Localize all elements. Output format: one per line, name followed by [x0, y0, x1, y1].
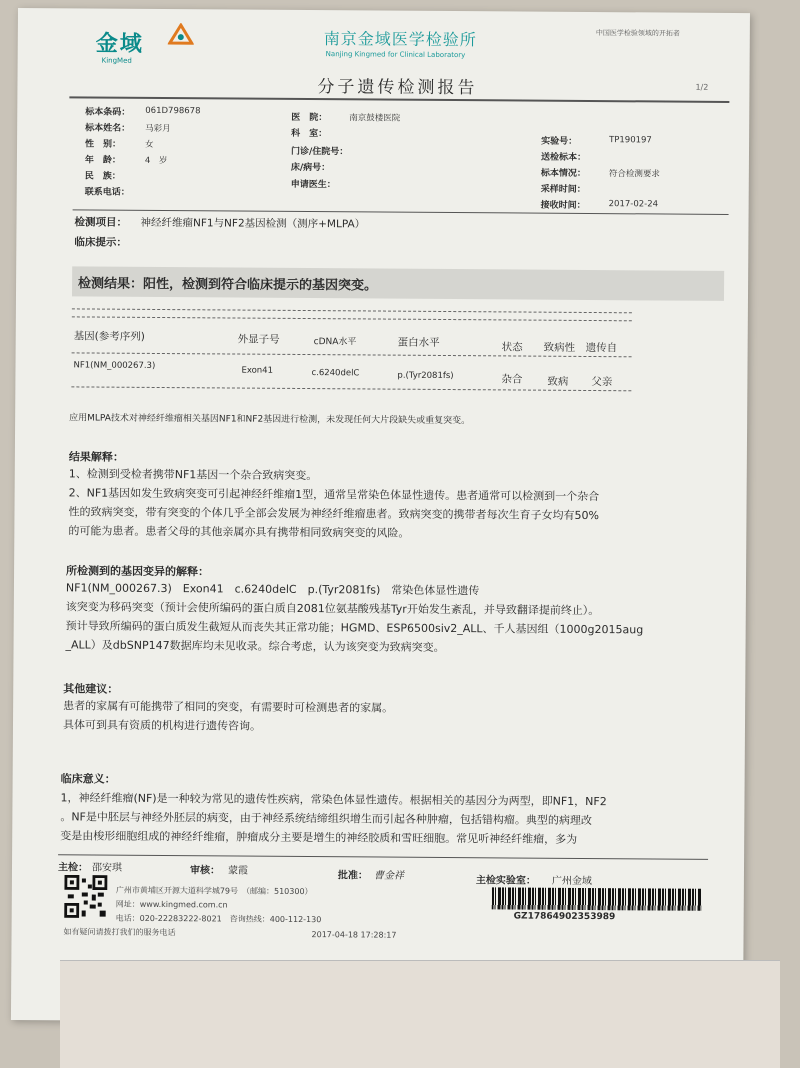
approver-signature: 曹金祥: [373, 870, 404, 882]
report-barcode: [492, 887, 702, 910]
lab-name: 南京金域医学检验所: [323, 29, 477, 50]
text-line: _ALL）及dbSNP147数据库均未见收录。综合考虑，认为该突变为致病突变。: [65, 638, 445, 654]
text-line: 性的致病突变，带有突变的个体几乎全部会发展为神经纤维瘤患者。致病突变的携带者每次生育子女均有50%: [68, 505, 599, 523]
text-line: NF1(NM_000267.3) Exon41 c.6240delC p.(Tyr2081fs) 常染色体显性遗传: [65, 581, 480, 598]
exon-cell: Exon41: [241, 365, 274, 376]
report-title: 分子遗传检测报告: [317, 77, 478, 99]
qr-code-icon: [64, 874, 108, 918]
logo-subtitle: KingMed: [101, 56, 132, 65]
reviewer-name: 蒙霞: [227, 865, 249, 877]
table-top-rule-2: [72, 316, 632, 321]
specimen-barcode: 061D798678: [145, 105, 201, 117]
field-label: 科 室：: [291, 128, 328, 140]
field-label: 标本情况：: [540, 168, 586, 179]
clinical-significance-title: 临床意义：: [60, 772, 116, 786]
text-line: 具体可到具有资质的机构进行遗传咨询。: [62, 718, 262, 733]
lab-website: 网址：www.kingmed.com.cn: [115, 899, 228, 910]
interpretation-title: 结果解释：: [68, 450, 124, 464]
field-label: 年 龄：: [84, 155, 121, 166]
lab-phone: 电话：020-22283222-8021 咨询热线：400-112-130: [115, 913, 322, 925]
specimen-condition: 符合检测要求: [608, 169, 660, 180]
lab-name-en: Nanjing Kingmed for Clinical Laboratory: [325, 50, 466, 60]
field-label: 接收时间：: [540, 200, 586, 211]
text-line: 预计导致所编码的蛋白质发生截短从而丧失其正常功能；HGMD、ESP6500siv2_ALL、千人基因组（1000g2015aug: [65, 619, 644, 637]
barcode-number: GZ17864902353989: [513, 911, 616, 923]
examiner-label: 主检：: [57, 862, 89, 874]
variant-interpretation-body: [65, 578, 643, 658]
result-heading: 检测结果：阳性，检测到符合临床提示的基因突变。: [78, 276, 378, 294]
field-label: 申请医生：: [290, 179, 336, 191]
examiner-name: 邵安琪: [91, 862, 123, 874]
field-label: 送检标本：: [540, 152, 587, 163]
cdna-cell: c.6240delC: [311, 368, 360, 379]
lab-label: 主检实验室：: [475, 875, 536, 887]
patient-name: 马彩月: [145, 123, 171, 135]
test-item-label: 检测项目：: [74, 216, 128, 229]
footer-divider: [58, 854, 708, 860]
other-advice-body: [63, 696, 393, 736]
text-line: 1，神经纤维瘤(NF)是一种较为常见的遗传性疾病，常染色体显性遗传。根据相关的基因分为两型，即NF1，NF2: [60, 791, 607, 809]
field-label: 床/病号：: [290, 162, 331, 174]
field-label: 联系电话：: [84, 187, 130, 198]
clinical-significance-body: [60, 788, 607, 849]
slogan: 中国医学检验领域的开拓者: [595, 29, 680, 38]
gene-cell: NF1(NM_000267.3): [73, 360, 156, 371]
field-label: 民 族：: [84, 171, 121, 182]
hospital-name: 南京鼓楼医院: [349, 113, 401, 124]
inherited-from-cell: 父亲: [591, 376, 613, 389]
column-header: 遗传自: [585, 341, 618, 355]
test-item-value: 神经纤维瘤NF1与NF2基因检测（测序+MLPA）: [140, 216, 366, 231]
column-header: cDNA水平: [313, 337, 357, 348]
report-paper: [11, 8, 750, 1025]
field-label: 性 别：: [85, 139, 122, 150]
pathogenicity-cell: 致病: [547, 375, 569, 388]
field-label: 标本姓名：: [85, 123, 131, 134]
column-header: 外显子号: [237, 333, 280, 346]
print-time: 2017-04-18 17:28:17: [311, 930, 397, 940]
lab-address: 广州市黄埔区开源大道科学城79号 （邮编：510300）: [115, 885, 313, 897]
interpretation-body: [68, 464, 599, 544]
column-header: 状态: [501, 341, 523, 354]
field-label: 标本条码：: [85, 107, 131, 118]
field-label: 实验号：: [541, 136, 578, 147]
column-header: 基因(参考序列): [73, 330, 145, 343]
clinical-hint-label: 临床提示：: [74, 236, 127, 249]
patient-gender: 女: [145, 139, 154, 150]
field-label: 门诊/住院号：: [290, 146, 349, 158]
table-top-rule: [72, 308, 632, 313]
logo-mark-icon: [168, 23, 194, 45]
field-label: 采样时间：: [540, 184, 586, 195]
zygosity-cell: 杂合: [501, 373, 523, 386]
other-advice-title: 其他建议：: [63, 682, 119, 696]
receive-time: 2017-02-24: [608, 199, 659, 210]
text-line: 的可能为患者。患者父母的其他亲属亦具有携带相同致病突变的风险。: [68, 524, 410, 540]
page-number: 1/2: [695, 82, 709, 92]
text-line: 该突变为移码突变（预计会使所编码的蛋白质自2081位氨基酸残基Tyr开始发生紊乱，并导致翻译提前终止）。: [65, 600, 600, 618]
field-label: 医 院：: [291, 112, 328, 124]
lab-value: 广州金域: [551, 875, 592, 888]
kingmed-logo: 金域: [95, 31, 144, 57]
text-line: 1、检测到受检者携带NF1基因一个杂合致病突变。: [68, 467, 318, 483]
approver-label: 批准：: [337, 870, 368, 882]
mlpa-note: 应用MLPA技术对神经纤维瘤相关基因NF1和NF2基因进行检测，未发现任何大片段缺失或重复突变。: [69, 413, 471, 427]
disclaimer: 如有疑问请拨打我们的服务电话: [63, 927, 176, 938]
variant-interpretation-title: 所检测到的基因变异的解释：: [66, 564, 210, 579]
text-line: 2、NF1基因如发生致病突变可引起神经纤维瘤1型，通常呈常染色体显性遗传。患者通常可以检测到一个杂合: [68, 486, 600, 504]
background-paper: [60, 960, 780, 1068]
column-header: 蛋白水平: [397, 336, 440, 349]
patient-age: 4 岁: [144, 155, 168, 167]
column-header: 致病性: [543, 341, 576, 354]
lab-number: TP190197: [609, 135, 652, 146]
protein-cell: p.(Tyr2081fs): [397, 370, 454, 382]
text-line: 。NF是中胚层与神经外胚层的病变，由于神经系统结缔组织增生而引起各种肿瘤，包括错构瘤。典型的病理改: [60, 810, 592, 828]
reviewer-label: 审核：: [189, 865, 221, 877]
text-line: 患者的家属有可能携带了相同的突变，有需要时可检测患者的家属。: [63, 699, 394, 715]
text-line: 变是由梭形细胞组成的神经纤维瘤，肿瘤成分主要是增生的神经胶质和雪旺细胞。常见听神经纤维瘤，多为: [60, 829, 578, 846]
